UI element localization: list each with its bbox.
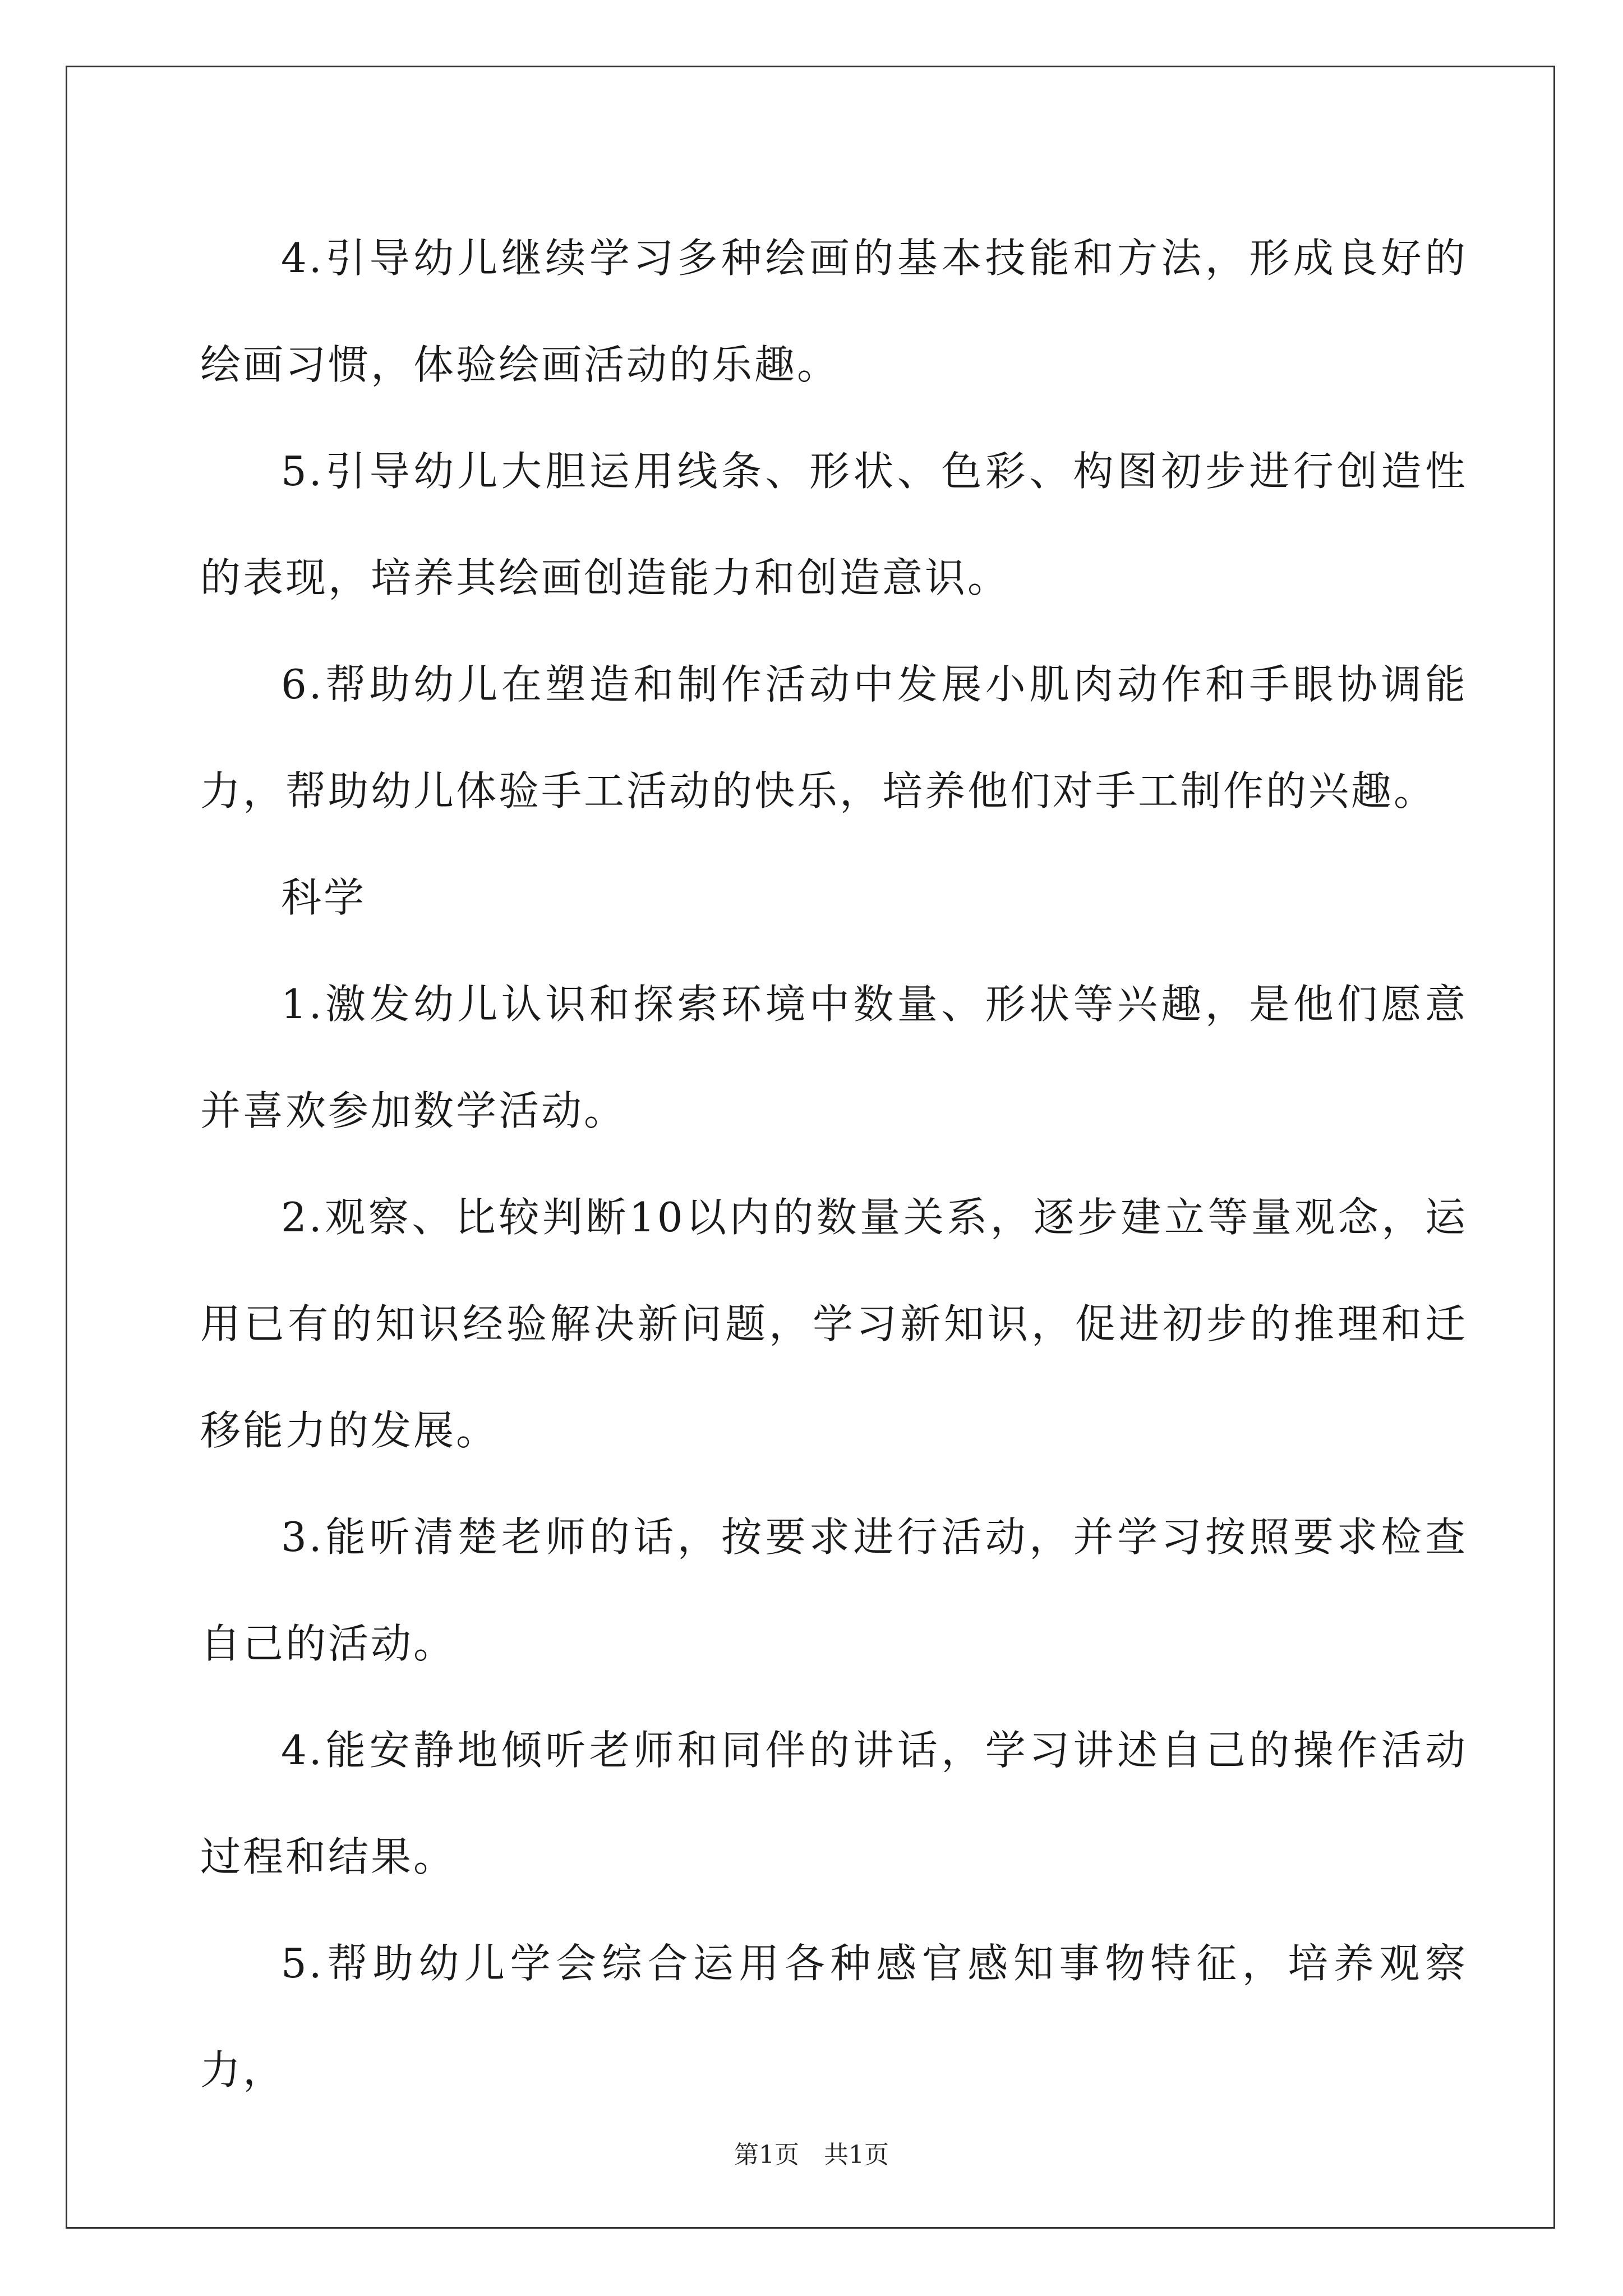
paragraph-science-4: 4.能安静地倾听老师和同伴的讲话，学习讲述自己的操作活动过程和结果。 (200, 1727, 1468, 1880)
paragraph-science-5: 5.帮助幼儿学会综合运用各种感官感知事物特征，培养观察力， (200, 1940, 1468, 2093)
page-footer: 第1页 共1页 (734, 2141, 889, 2169)
paragraph-science-3: 3.能听清楚老师的话，按要求进行活动，并学习按照要求检查自己的活动。 (200, 1513, 1468, 1667)
paragraph-art-6: 6.帮助幼儿在塑造和制作活动中发展小肌肉动作和手眼协调能力，帮助幼儿体验手工活动的快乐，培养他们对手工制作的兴趣。 (200, 661, 1468, 815)
paragraph-art-5: 5.引导幼儿大胆运用线条、形状、色彩、构图初步进行创造性的表现，培养其绘画创造能力和创造意识。 (200, 448, 1468, 601)
section-heading-science: 科学 (281, 874, 367, 921)
document-body (200, 205, 1468, 2123)
paragraph-art-4: 4.引导幼儿继续学习多种绘画的基本技能和方法，形成良好的绘画习惯，体验绘画活动的乐趣。 (200, 234, 1468, 388)
paragraph-science-2: 2.观察、比较判断10以内的数量关系，逐步建立等量观念，运用已有的知识经验解决新问题，学习新知识，促进初步的推理和迁移能力的发展。 (200, 1194, 1468, 1454)
paragraph-science-1: 1.激发幼儿认识和探索环境中数量、形状等兴趣，是他们愿意并喜欢参加数学活动。 (200, 981, 1468, 1134)
